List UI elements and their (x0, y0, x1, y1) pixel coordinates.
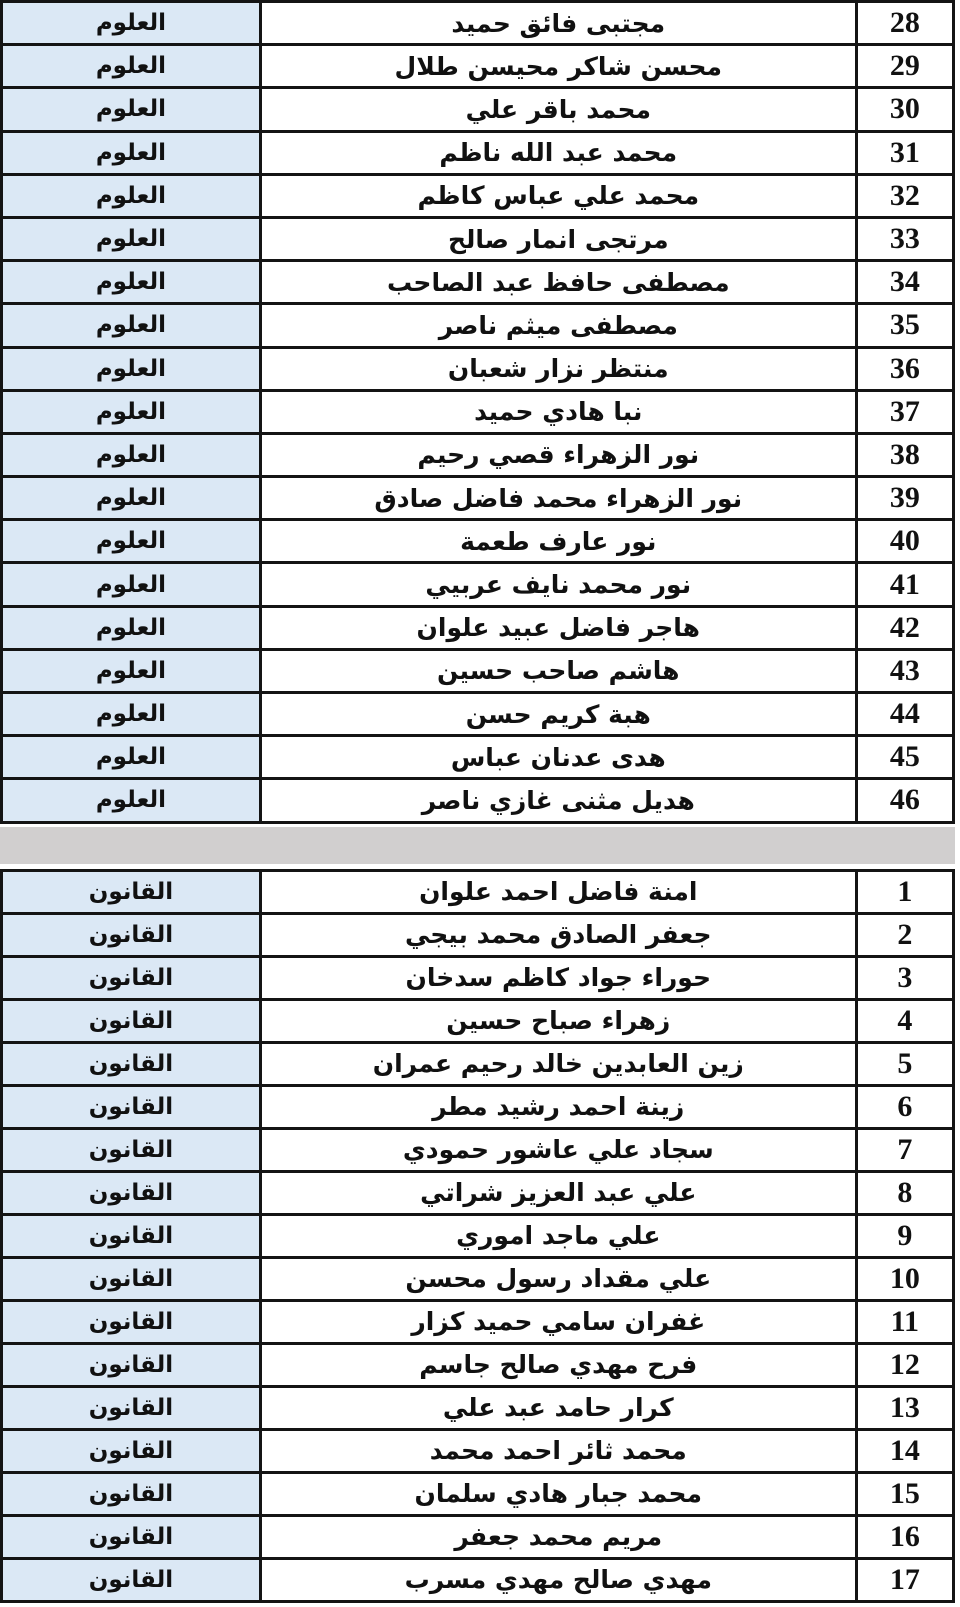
science-section-body (2, 2, 954, 823)
table-row (2, 1300, 954, 1343)
student-name: محسن شاكر محيسن طلال (260, 45, 856, 88)
law-section-table (0, 869, 955, 1603)
table-row (2, 1128, 954, 1171)
row-number: 8 (856, 1171, 953, 1214)
table-row (2, 433, 954, 476)
row-number: 36 (856, 347, 953, 390)
department-label: العلوم (2, 88, 261, 131)
table-row (2, 174, 954, 217)
row-number: 38 (856, 433, 953, 476)
table-row (2, 1386, 954, 1429)
student-name: علي ماجد اموري (260, 1214, 856, 1257)
student-name: مهدي صالح مهدي مسرب (260, 1558, 856, 1601)
table-row (2, 304, 954, 347)
department-label: العلوم (2, 477, 261, 520)
row-number: 42 (856, 606, 953, 649)
table-row (2, 1558, 954, 1601)
student-name: نبا هادي حميد (260, 390, 856, 433)
table-row (2, 1515, 954, 1558)
department-label: القانون (2, 870, 261, 913)
department-label: القانون (2, 1042, 261, 1085)
table-row (2, 606, 954, 649)
department-label: العلوم (2, 2, 261, 45)
row-number: 35 (856, 304, 953, 347)
department-label: العلوم (2, 520, 261, 563)
row-number: 30 (856, 88, 953, 131)
department-label: العلوم (2, 433, 261, 476)
row-number: 1 (856, 870, 953, 913)
student-name: جعفر الصادق محمد بيجي (260, 913, 856, 956)
student-name: امنة فاضل احمد علوان (260, 870, 856, 913)
table-row (2, 1085, 954, 1128)
department-label: العلوم (2, 390, 261, 433)
row-number: 7 (856, 1128, 953, 1171)
table-row (2, 347, 954, 390)
student-name: هدى عدنان عباس (260, 736, 856, 779)
table-row (2, 1257, 954, 1300)
table-row (2, 779, 954, 822)
table-row (2, 131, 954, 174)
department-label: العلوم (2, 606, 261, 649)
row-number: 12 (856, 1343, 953, 1386)
department-label: القانون (2, 1558, 261, 1601)
department-label: القانون (2, 1429, 261, 1472)
row-number: 45 (856, 736, 953, 779)
table-row (2, 956, 954, 999)
student-name: زينة احمد رشيد مطر (260, 1085, 856, 1128)
row-number: 3 (856, 956, 953, 999)
row-number: 16 (856, 1515, 953, 1558)
department-label: القانون (2, 1386, 261, 1429)
student-name: محمد علي عباس كاظم (260, 174, 856, 217)
table-row (2, 1343, 954, 1386)
row-number: 33 (856, 217, 953, 260)
row-number: 13 (856, 1386, 953, 1429)
student-name: هبة كريم حسن (260, 693, 856, 736)
table-row (2, 1171, 954, 1214)
student-name: زهراء صباح حسين (260, 999, 856, 1042)
student-name: هاشم صاحب حسين (260, 649, 856, 692)
department-label: القانون (2, 1128, 261, 1171)
row-number: 44 (856, 693, 953, 736)
table-row (2, 45, 954, 88)
department-label: العلوم (2, 736, 261, 779)
student-name: نور محمد نايف عربيي (260, 563, 856, 606)
student-name: مرتجى انمار صالح (260, 217, 856, 260)
department-label: القانون (2, 913, 261, 956)
row-number: 6 (856, 1085, 953, 1128)
department-label: العلوم (2, 347, 261, 390)
row-number: 40 (856, 520, 953, 563)
row-number: 46 (856, 779, 953, 822)
table-row (2, 390, 954, 433)
table-row (2, 1429, 954, 1472)
student-name: سجاد علي عاشور حمودي (260, 1128, 856, 1171)
student-name: هاجر فاضل عبيد علوان (260, 606, 856, 649)
student-name: محمد عبد الله ناظم (260, 131, 856, 174)
department-label: العلوم (2, 45, 261, 88)
table-row (2, 736, 954, 779)
table-row (2, 520, 954, 563)
row-number: 2 (856, 913, 953, 956)
table-row (2, 2, 954, 45)
table-row (2, 563, 954, 606)
department-label: العلوم (2, 563, 261, 606)
row-number: 34 (856, 261, 953, 304)
row-number: 28 (856, 2, 953, 45)
row-number: 32 (856, 174, 953, 217)
department-label: العلوم (2, 174, 261, 217)
student-name: محمد جبار هادي سلمان (260, 1472, 856, 1515)
row-number: 41 (856, 563, 953, 606)
table-row (2, 217, 954, 260)
law-section-body (2, 870, 954, 1601)
row-number: 10 (856, 1257, 953, 1300)
row-number: 43 (856, 649, 953, 692)
row-number: 29 (856, 45, 953, 88)
table-row (2, 999, 954, 1042)
student-name: علي عبد العزيز شراتي (260, 1171, 856, 1214)
student-name: كرار حامد عبد علي (260, 1386, 856, 1429)
department-label: القانون (2, 1214, 261, 1257)
student-name: فرح مهدي صالح جاسم (260, 1343, 856, 1386)
department-label: العلوم (2, 131, 261, 174)
table-row (2, 1472, 954, 1515)
table-row (2, 88, 954, 131)
section-separator-bar (0, 827, 955, 864)
row-number: 39 (856, 477, 953, 520)
department-label: القانون (2, 1257, 261, 1300)
student-name: غفران سامي حميد كزار (260, 1300, 856, 1343)
table-row (2, 261, 954, 304)
department-label: القانون (2, 999, 261, 1042)
student-name: مصطفى ميثم ناصر (260, 304, 856, 347)
student-name: مصطفى حافظ عبد الصاحب (260, 261, 856, 304)
row-number: 37 (856, 390, 953, 433)
table-row (2, 1042, 954, 1085)
row-number: 11 (856, 1300, 953, 1343)
department-label: القانون (2, 1515, 261, 1558)
student-name: هديل مثنى غازي ناصر (260, 779, 856, 822)
row-number: 14 (856, 1429, 953, 1472)
department-label: القانون (2, 1171, 261, 1214)
student-name: محمد باقر علي (260, 88, 856, 131)
department-label: العلوم (2, 649, 261, 692)
department-label: العلوم (2, 693, 261, 736)
table-row (2, 913, 954, 956)
student-name: نور عارف طعمة (260, 520, 856, 563)
table-row (2, 477, 954, 520)
student-name: منتظر نزار شعبان (260, 347, 856, 390)
table-row (2, 1214, 954, 1257)
row-number: 4 (856, 999, 953, 1042)
department-label: العلوم (2, 217, 261, 260)
table-row (2, 693, 954, 736)
row-number: 17 (856, 1558, 953, 1601)
table-row (2, 870, 954, 913)
student-name: مجتبى فائق حميد (260, 2, 856, 45)
department-label: القانون (2, 956, 261, 999)
student-name: حوراء جواد كاظم سدخان (260, 956, 856, 999)
department-label: القانون (2, 1300, 261, 1343)
department-label: العلوم (2, 779, 261, 822)
row-number: 31 (856, 131, 953, 174)
department-label: القانون (2, 1472, 261, 1515)
student-name: علي مقداد رسول محسن (260, 1257, 856, 1300)
student-name: مريم محمد جعفر (260, 1515, 856, 1558)
department-label: القانون (2, 1085, 261, 1128)
student-name: نور الزهراء قصي رحيم (260, 433, 856, 476)
row-number: 15 (856, 1472, 953, 1515)
department-label: القانون (2, 1343, 261, 1386)
row-number: 5 (856, 1042, 953, 1085)
student-name: نور الزهراء محمد فاضل صادق (260, 477, 856, 520)
student-name: زين العابدين خالد رحيم عمران (260, 1042, 856, 1085)
row-number: 9 (856, 1214, 953, 1257)
table-row (2, 649, 954, 692)
department-label: العلوم (2, 304, 261, 347)
department-label: العلوم (2, 261, 261, 304)
student-name: محمد ثائر احمد محمد (260, 1429, 856, 1472)
